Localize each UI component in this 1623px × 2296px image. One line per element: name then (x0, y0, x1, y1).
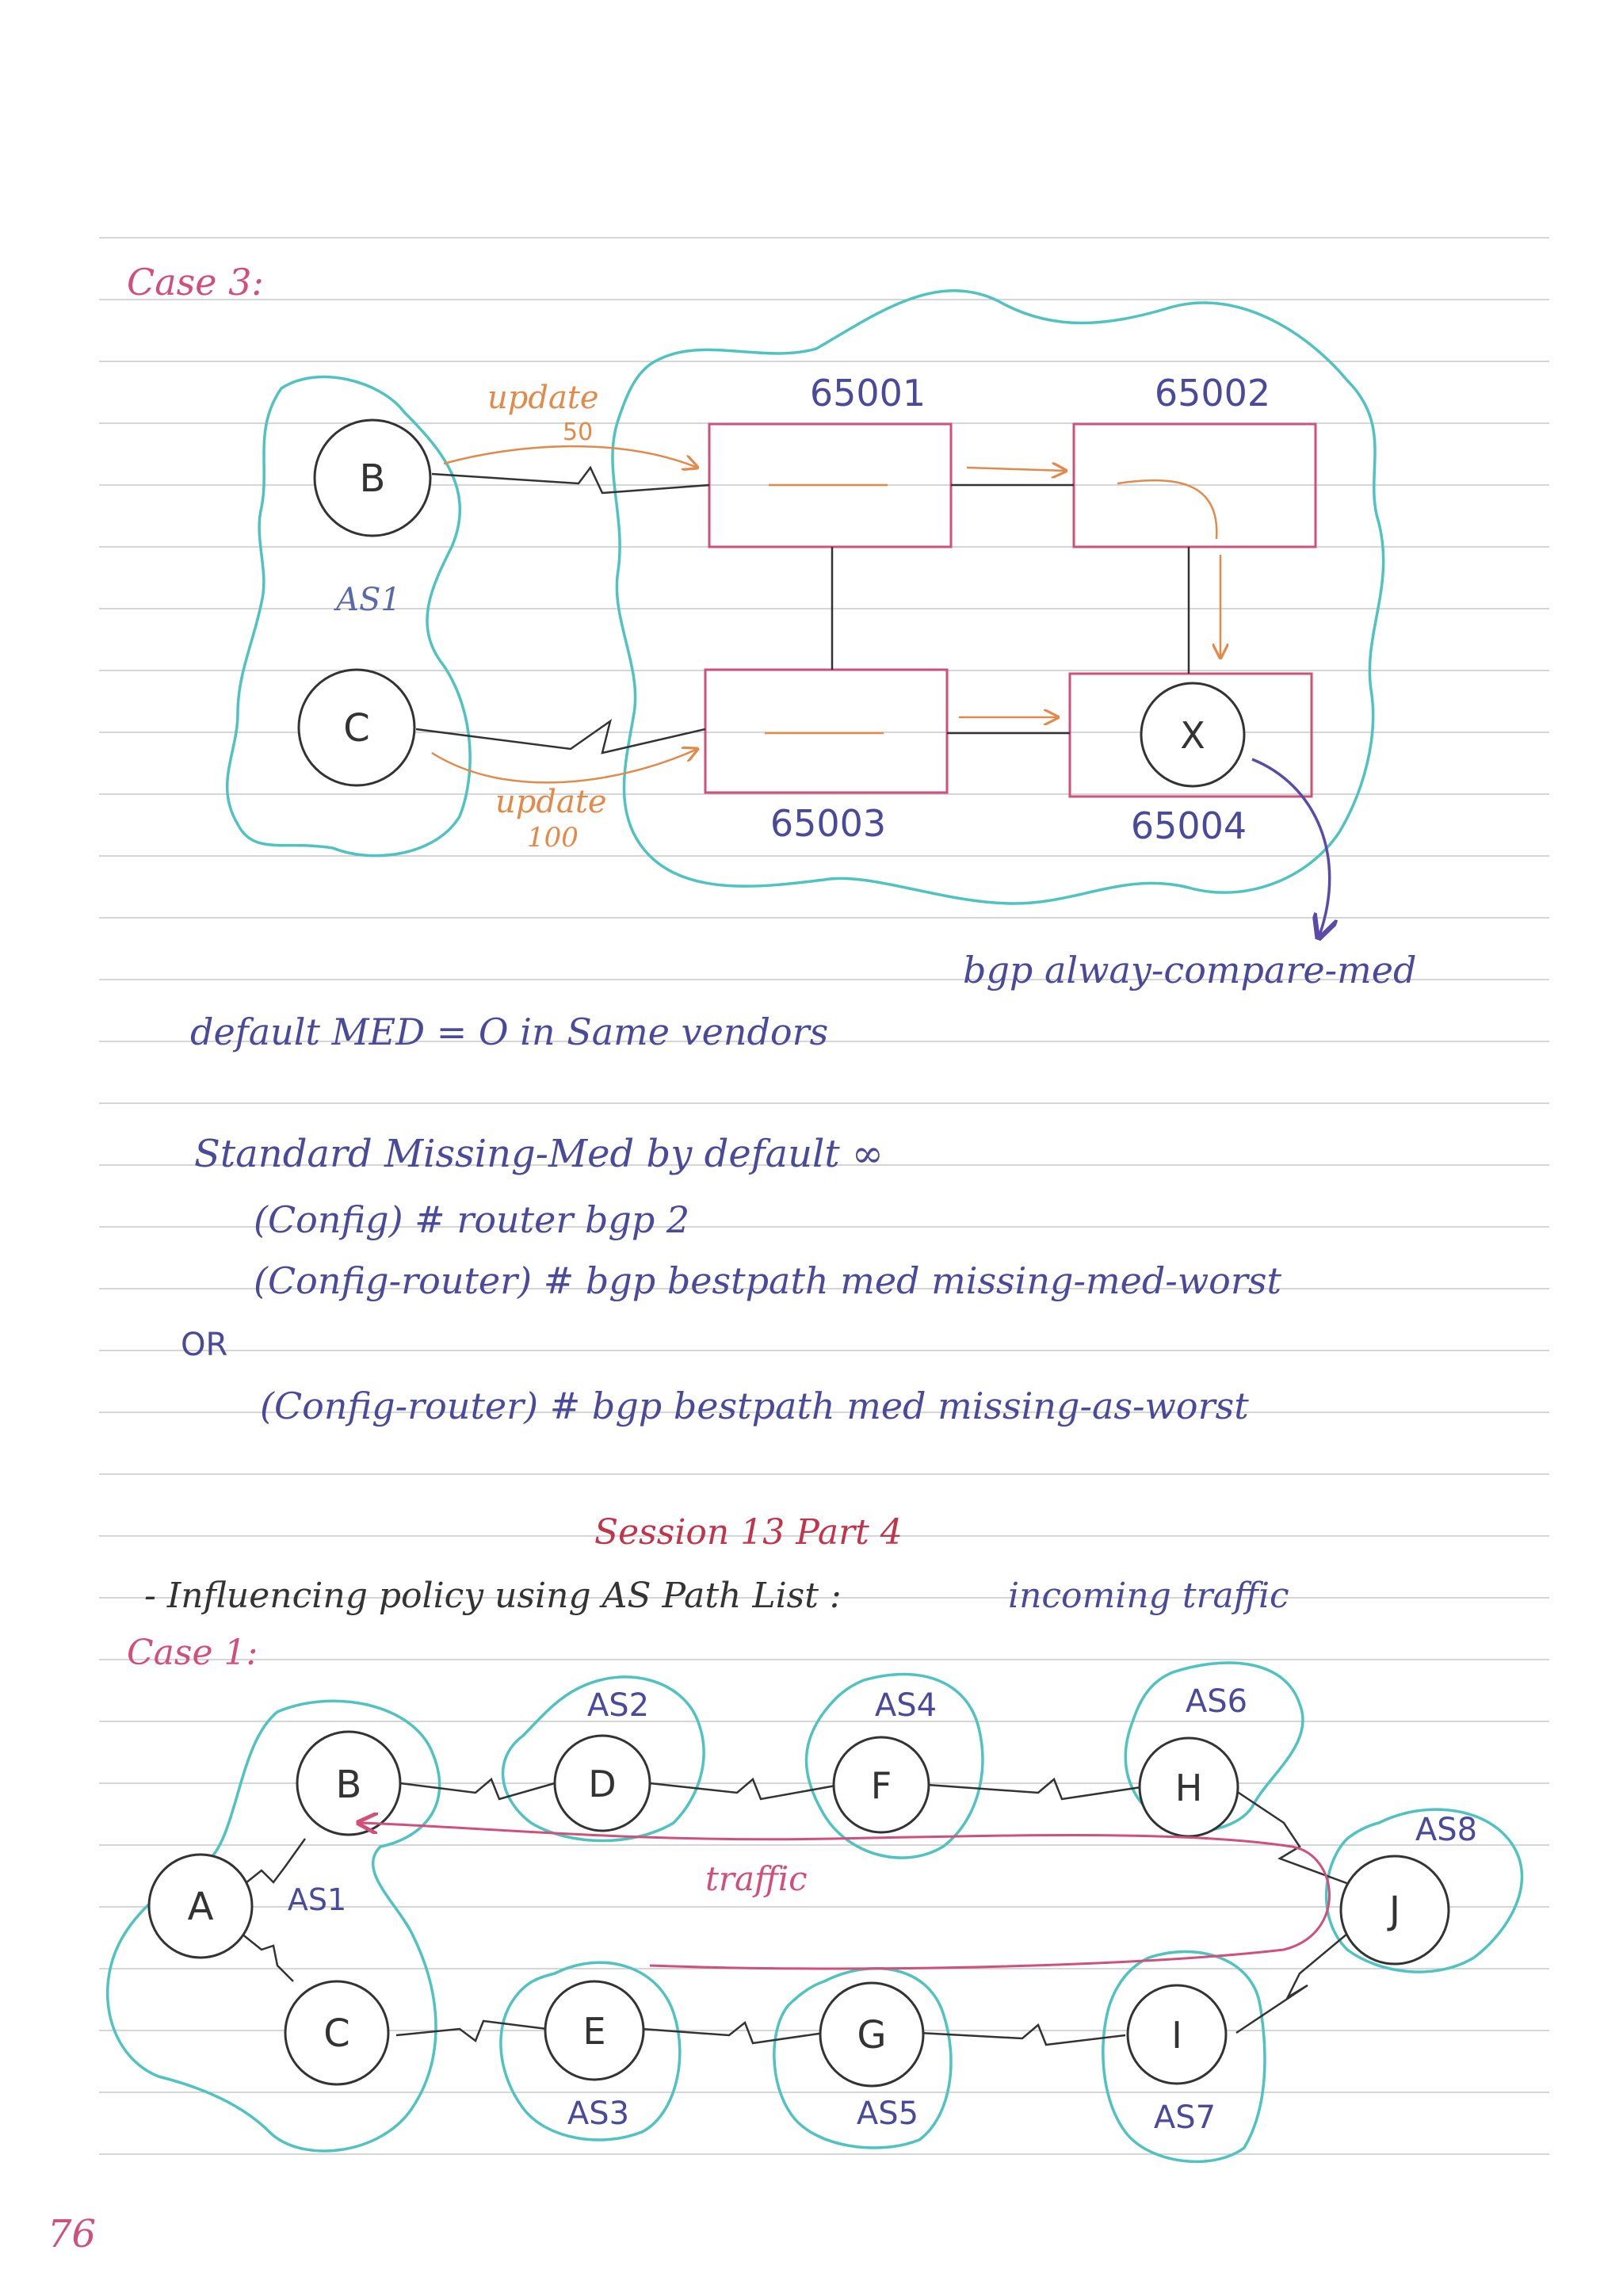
or-label: OR (181, 1327, 228, 1363)
as65001-label: 65001 (809, 372, 926, 415)
case1-as2: AS2 (586, 1687, 650, 1724)
traffic-label: traffic (705, 1859, 808, 1898)
node-c (299, 670, 414, 785)
config-line-2: (Config-router) # bgp bestpath med missing-med-worst (254, 1259, 1281, 1302)
case1-heading: Case 1: (127, 1633, 258, 1673)
node-c-label: C (343, 706, 370, 751)
case1-as7: AS7 (1153, 2099, 1216, 2136)
node-x (1141, 683, 1244, 786)
update-top-value: 50 (563, 418, 594, 446)
case1-node-f: F (870, 1764, 892, 1807)
case3-heading: Case 3: (127, 261, 264, 304)
session-title: Session 13 Part 4 (594, 1512, 903, 1553)
case1-node-i: I (1171, 2014, 1182, 2057)
command-arrow (1252, 759, 1330, 935)
case1-as6: AS6 (1185, 1683, 1248, 1720)
update-bottom-value: 100 (527, 822, 579, 854)
update-top-label: update (487, 380, 599, 416)
case1-node-j: J (1388, 1889, 1401, 1933)
topic-prefix: - Influencing policy using AS Path List : (144, 1576, 842, 1616)
case1-node-g: G (857, 2013, 887, 2057)
config-line-1: (Config) # router bgp 2 (254, 1198, 690, 1241)
case1-node-h: H (1174, 1767, 1203, 1809)
case1-node-e: E (582, 2010, 606, 2053)
case1-as8: AS8 (1415, 1812, 1478, 1848)
as1-label: AS1 (336, 582, 401, 618)
as65003-label: 65003 (769, 802, 887, 845)
case1-node-c: C (323, 2011, 350, 2056)
node-x-label: X (1180, 714, 1205, 757)
command-note: bgp alway-compare-med (963, 949, 1417, 991)
case1-as1: AS1 (287, 1882, 347, 1917)
case1-node-d: D (588, 1763, 617, 1805)
standard-note: Standard Missing-Med by default ∞ (194, 1132, 884, 1176)
node-b-label: B (359, 457, 386, 501)
as65004-label: 65004 (1130, 804, 1247, 847)
case1-node-b: B (335, 1763, 362, 1807)
config-line-3: (Config-router) # bgp bestpath med missing-as-worst (260, 1385, 1249, 1427)
node-b (315, 420, 430, 536)
topic-suffix: incoming traffic (1008, 1576, 1289, 1616)
case1-as4: AS4 (874, 1687, 938, 1724)
as65002-label: 65002 (1154, 372, 1271, 415)
page-number: 76 (48, 2212, 97, 2256)
case1-as3: AS3 (567, 2095, 630, 2132)
case1-as5: AS5 (856, 2095, 919, 2132)
as65003-box (705, 670, 947, 793)
update-bottom-label: update (495, 784, 607, 820)
default-med-note: default MED = O in Same vendors (190, 1010, 829, 1053)
case1-node-a: A (187, 1885, 214, 1929)
